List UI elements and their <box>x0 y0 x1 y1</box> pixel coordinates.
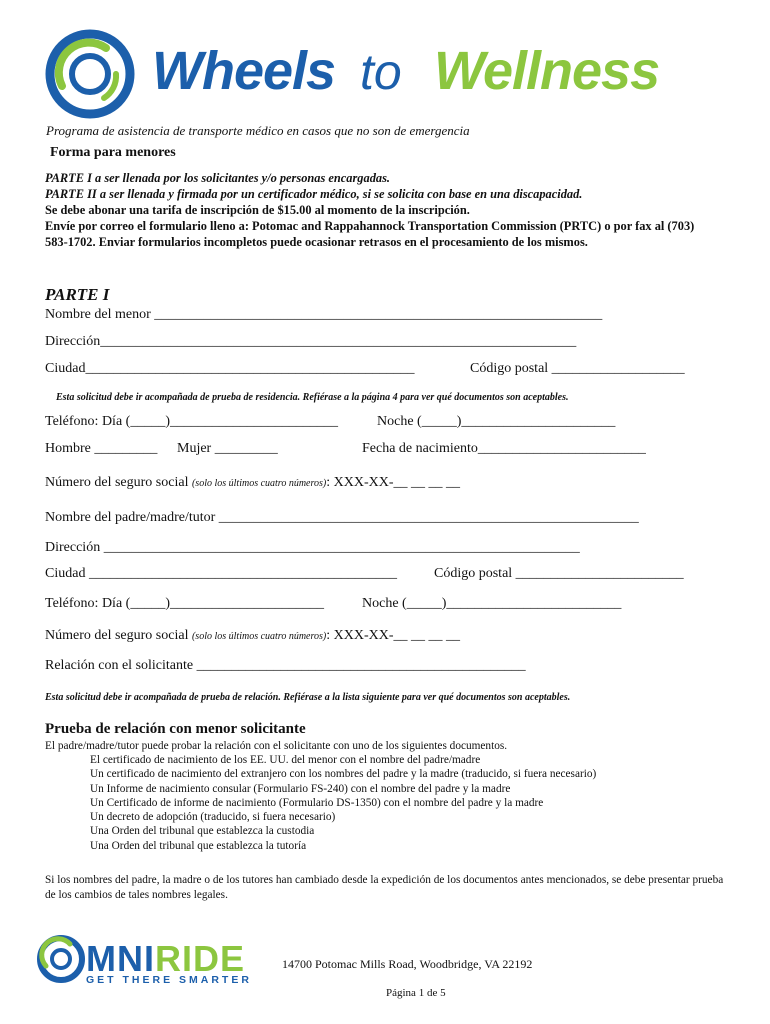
ssn-label: Número del seguro social <box>45 475 189 490</box>
list-item: El certificado de nacimiento de los EE. UU. del menor con el nombre del padre/madre <box>90 754 481 766</box>
guardian-city-field[interactable]: Ciudad ____________________________________________ <box>45 566 397 581</box>
birthdate-field[interactable]: Fecha de nacimiento________________________ <box>362 441 646 456</box>
guardian-phone-night-field[interactable]: Noche (_____)_________________________ <box>362 596 622 611</box>
ssn-hint: (solo los últimos cuatro números) <box>191 478 327 489</box>
omniride-logo <box>36 934 266 988</box>
instructions <box>45 170 715 250</box>
program-subtitle: Programa de asistencia de transporte médico en casos que no son de emergencia <box>46 123 470 138</box>
wheel-swirl-icon <box>42 28 138 120</box>
guardian-ssn-hint: (solo los últimos cuatro números) <box>191 631 327 642</box>
address-field[interactable]: Dirección____________________________________________________________________ <box>45 334 577 349</box>
list-item: Un Certificado de informe de nacimiento (Formulario DS-1350) con el nombre del padre y la madre <box>90 796 544 809</box>
proof-title: Prueba de relación con menor solicitante <box>45 721 306 737</box>
omniride-mni: MNI <box>86 938 155 979</box>
relationship-note: Esta solicitud debe ir acompañada de prueba de relación. Refiérase a la lista siguiente para ver qué documentos son aceptables. <box>45 692 571 703</box>
guardian-ssn-field[interactable] <box>45 628 460 644</box>
guardian-ssn-label: Número del seguro social <box>45 628 189 643</box>
instruction-line-3: Se debe abonar una tarifa de inscripción de $15.00 al momento de la inscripción. <box>45 203 470 217</box>
guardian-ssn-value: : XXX-XX-__ __ __ __ <box>326 628 460 643</box>
list-item: Un certificado de nacimiento del extranjero con los nombres del padre y la madre (traducido, si fuera necesario) <box>90 768 597 781</box>
ssn-value: : XXX-XX-__ __ __ __ <box>326 475 460 490</box>
list-item: Una Orden del tribunal que establezca la tutoría <box>90 839 307 852</box>
instruction-line-1: PARTE I a ser llenada por los solicitantes y/o personas encargadas. <box>45 171 391 185</box>
zip-field[interactable]: Código postal ___________________ <box>470 361 685 376</box>
omniride-tagline: GET THERE SMARTER <box>86 974 252 986</box>
instruction-line-2: PARTE II a ser llenada y firmada por un certificador médico, si se solicita con base en una discapacidad. <box>45 187 583 201</box>
list-item: Una Orden del tribunal que establezca la custodia <box>90 825 315 838</box>
logo-word-wheels: Wheels <box>152 41 336 101</box>
footer-address: 14700 Potomac Mills Road, Woodbridge, VA 22192 <box>282 957 533 971</box>
list-item: Un decreto de adopción (traducido, si fuera necesario) <box>90 811 336 824</box>
name-change-paragraph: Si los nombres del padre, la madre o de los tutores han cambiado desde la expedición de los documentos antes mencionados, se debe presentar prueba de los cambios de tales nombres legales. <box>45 874 724 901</box>
guardian-name-field[interactable]: Nombre del padre/madre/tutor ____________________________________________________________ <box>45 510 639 525</box>
guardian-phone-day-field[interactable]: Teléfono: Día (_____)______________________ <box>45 596 324 611</box>
minor-name-field[interactable]: Nombre del menor ________________________________________________________________ <box>45 307 603 322</box>
phone-day-field[interactable]: Teléfono: Día (_____)________________________ <box>45 414 338 429</box>
phone-night-field[interactable]: Noche (_____)______________________ <box>377 414 616 429</box>
residence-note: Esta solicitud debe ir acompañada de prueba de residencia. Refiérase a la página 4 para ver qué documentos son aceptables. <box>56 392 569 403</box>
ssn-field[interactable] <box>45 475 460 491</box>
page-number: Página 1 de 5 <box>386 987 446 999</box>
male-field[interactable]: Hombre _________ <box>45 441 158 456</box>
omniride-swirl-icon <box>36 934 86 984</box>
form-title: Forma para menores <box>50 145 176 160</box>
omniride-ride: RIDE <box>155 938 246 979</box>
proof-intro: El padre/madre/tutor puede probar la relación con el solicitante con uno de los siguientes documentos. <box>45 740 508 752</box>
female-field[interactable]: Mujer _________ <box>177 441 278 456</box>
relationship-field[interactable]: Relación con el solicitante _______________________________________________ <box>45 658 526 673</box>
instruction-line-4: Envíe por correo el formulario lleno a: Potomac and Rappahannock Transportation Commission (PRTC) o por fax al (703) 583-1702. Enviar formularios incompletos puede ocasionar retrasos en el procesamiento de los mismos. <box>45 219 695 249</box>
logo-word-to: to <box>360 44 402 100</box>
city-field[interactable]: Ciudad_______________________________________________ <box>45 361 415 376</box>
guardian-zip-field[interactable]: Código postal ________________________ <box>434 566 684 581</box>
list-item: Un Informe de nacimiento consular (Formulario FS-240) con el nombre del padre y la madre <box>90 782 511 795</box>
guardian-address-field[interactable]: Dirección ____________________________________________________________________ <box>45 540 580 555</box>
proof-document-list <box>90 753 596 853</box>
wheels-logo <box>42 28 702 120</box>
logo-word-wellness: Wellness <box>434 41 660 101</box>
part-1-heading: PARTE I <box>45 285 110 304</box>
